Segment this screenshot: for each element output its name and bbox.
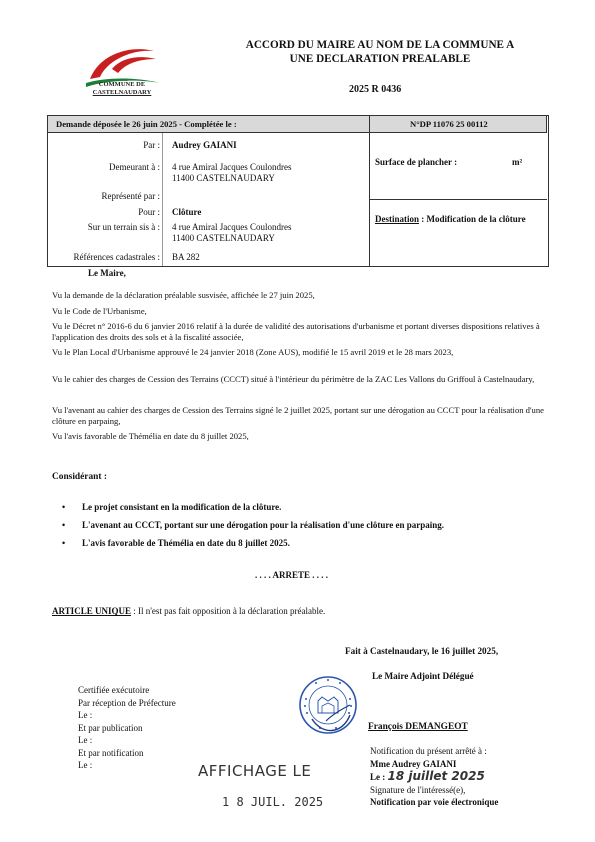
notification-le-label: Le : — [370, 772, 386, 782]
handwritten-date: 18 juillet 2025 — [387, 769, 485, 783]
reference-number: 2025 R 0436 — [349, 84, 402, 95]
le-maire: Le Maire, — [88, 268, 126, 278]
title-line1: ACCORD DU MAIRE AU NOM DE LA COMMUNE A — [245, 39, 515, 51]
demeurant-line1: 4 rue Amiral Jacques Coulondres — [172, 162, 292, 172]
fait-a: Fait à Castelnaudary, le 16 juillet 2025, — [345, 646, 499, 656]
table-label-divider — [162, 133, 163, 266]
considerant-item-2: • L'avenant au CCCT, portant sur une dérogation pour la réalisation d'une clôture en parpaing. — [62, 516, 444, 534]
executoire-line-6: Et par notification — [78, 747, 144, 758]
considerant-item-1: • Le projet consistant en la modification de la clôture. — [62, 498, 444, 516]
terrain-line2: 11400 CASTELNAUDARY — [172, 233, 275, 243]
executoire-line-4: Et par publication — [78, 722, 143, 733]
article-text: : Il n'est pas fait opposition à la déclaration préalable. — [130, 606, 326, 616]
destination-value: : Modification de la clôture — [419, 214, 526, 224]
executoire-line-3: Le : — [78, 710, 93, 720]
surface-unit: m² — [512, 157, 523, 167]
notification-signature-label: Signature de l'intéressé(e), — [370, 784, 466, 795]
title-line2: UNE DECLARATION PREALABLE — [289, 53, 471, 65]
notification-block — [370, 745, 498, 809]
executoire-block — [78, 684, 176, 772]
vu-code: Vu le Code de l'Urbanisme, — [52, 306, 147, 316]
document-title — [190, 38, 570, 66]
vu-plu: Vu le Plan Local d'Urbanisme approuvé le 24 janvier 2018 (Zone AUS), modifié le 15 avril 2019 et le 28 mars 2023, — [52, 347, 454, 357]
logo-caption-line1: COMMUNE DE — [98, 81, 146, 88]
logo-caption-line2: CASTELNAUDARY — [92, 89, 152, 96]
represente-label: Représenté par : — [101, 191, 160, 201]
article-label: ARTICLE UNIQUE — [52, 606, 131, 616]
vu-avenant: Vu l'avenant au cahier des charges de Cession des Terrains signé le 2 juillet 2025, portant sur une dérogation au CCCT pour la réalisation d'une clôture en parpaing, — [52, 405, 544, 426]
deposit-date: Demande déposée le 26 juin 2025 - Complétée le : — [56, 119, 237, 129]
notification-mode: Notification par voie électronique — [370, 797, 499, 807]
cadastre-label: Références cadastrales : — [73, 252, 160, 262]
notification-name: Mme Audrey GAIANI — [370, 758, 457, 769]
vu-avis: Vu l'avis favorable de Thémélia en date du 8 juillet 2025, — [52, 431, 249, 441]
demeurant-label: Demeurant à : — [109, 162, 160, 172]
executoire-line-1: Certifiée exécutoire — [78, 685, 150, 695]
affichage-stamp: AFFICHAGE LE — [198, 762, 312, 780]
considerant-list — [62, 498, 444, 552]
executoire-line-2: Par réception de Préfecture — [78, 697, 176, 708]
vu-ccct: Vu le cahier des charges de Cession des Terrains (CCCT) situé à l'intérieur du périmètre de la ZAC Les Vallons du Griffoul à Castelnaudary, — [52, 374, 535, 384]
surface-label: Surface de plancher : — [375, 157, 458, 167]
demeurant-line2: 11400 CASTELNAUDARY — [172, 173, 275, 183]
logo-caption — [80, 81, 164, 97]
notification-date-row — [370, 770, 498, 784]
terrain-label: Sur un terrain sis à : — [87, 222, 160, 232]
maire-adjoint: Le Maire Adjoint Délégué — [372, 671, 474, 681]
destination — [375, 214, 540, 225]
notification-title: Notification du présent arrêté à : — [370, 746, 487, 756]
table-right-divider — [369, 199, 547, 200]
vu-demande: Vu la demande de la déclaration préalable susvisée, affichée le 27 juin 2025, — [52, 290, 315, 300]
par-value: Audrey GAIANI — [172, 140, 237, 150]
vu-decret: Vu le Décret n° 2016-6 du 6 janvier 2016 relatif à la durée de validité des autorisations d'urbanisme et portant diverses dispositions relatives à l'application des droits des sols et à la fiscalité associée, — [52, 321, 540, 342]
executoire-line-5: Le : — [78, 735, 93, 745]
terrain-line1: 4 rue Amiral Jacques Coulondres — [172, 222, 292, 232]
cadastre-value: BA 282 — [172, 252, 200, 262]
dp-number: N°DP 11076 25 00112 — [410, 119, 488, 129]
table-divider — [369, 115, 370, 266]
considerant-item-3: • L'avis favorable de Thémélia en date du 8 juillet 2025. — [62, 534, 444, 552]
destination-label: Destination — [375, 214, 420, 224]
arrete-heading: . . . . ARRETE . . . . — [255, 570, 329, 580]
affichage-date-stamp: 1 8 JUIL. 2025 — [222, 795, 324, 809]
demeurant-address — [172, 162, 291, 184]
signatory-name: François DEMANGEOT — [368, 722, 468, 732]
terrain-address — [172, 222, 291, 244]
executoire-line-7: Le : — [78, 760, 93, 770]
article-unique — [52, 606, 325, 616]
pour-label: Pour : — [138, 207, 160, 217]
pour-value: Clôture — [172, 207, 202, 217]
par-label: Par : — [143, 140, 160, 150]
considerant-heading: Considérant : — [52, 472, 107, 482]
official-stamp — [298, 675, 358, 735]
